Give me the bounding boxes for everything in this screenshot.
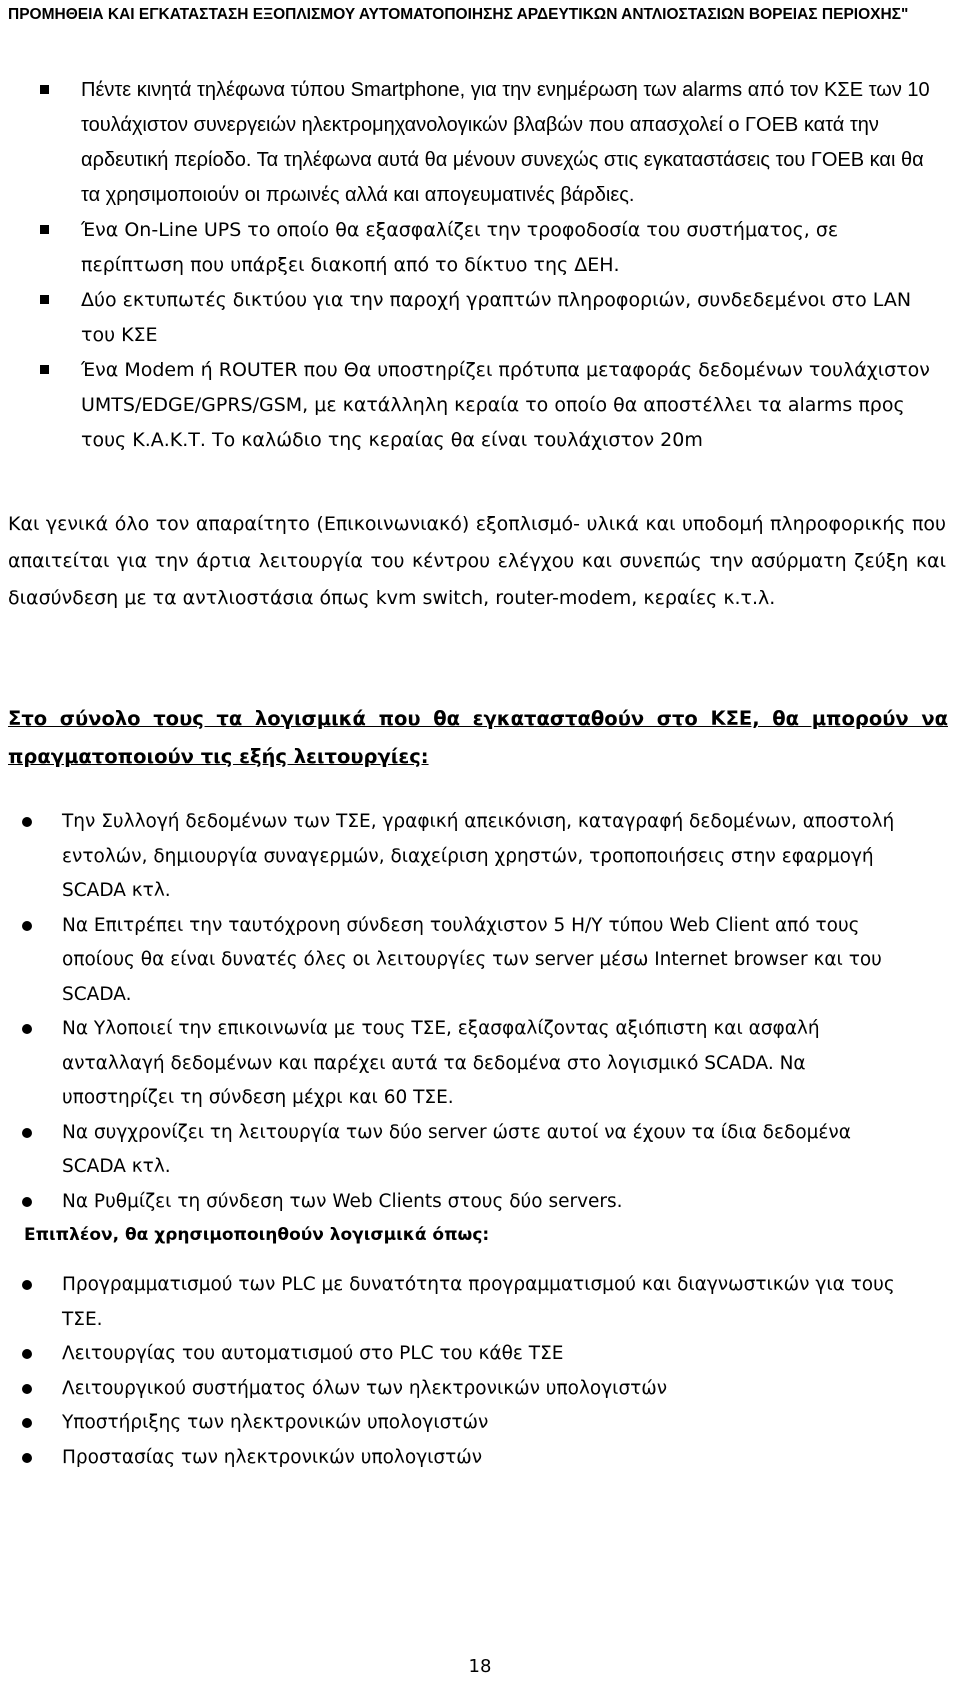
square-bullet-icon bbox=[40, 225, 49, 234]
software-function-text: Να συγχρονίζει τη λειτουργία των δύο server ώστε αυτοί να έχουν τα ίδια δεδομένα SCADA κτλ. bbox=[62, 1121, 851, 1177]
round-bullet-icon bbox=[22, 1418, 32, 1428]
round-bullet-icon bbox=[22, 1280, 32, 1290]
round-bullet-icon bbox=[22, 921, 32, 931]
additional-software-item bbox=[0, 1268, 960, 1337]
software-function-item bbox=[0, 805, 960, 909]
round-bullet-icon bbox=[22, 1024, 32, 1034]
additional-software-item bbox=[0, 1337, 960, 1372]
equipment-item-text: Δύο εκτυπωτές δικτύου για την παροχή γραπτών πληροφοριών, συνδεδεμένοι στο LAN του ΚΣΕ bbox=[81, 289, 912, 346]
round-bullet-icon bbox=[22, 1453, 32, 1463]
additional-software-heading: Επιπλέον, θα χρησιμοποιηθούν λογισμικά όπως: bbox=[24, 1225, 490, 1245]
equipment-list bbox=[0, 73, 960, 458]
square-bullet-icon bbox=[40, 85, 49, 94]
document-header: ΠΡΟΜΗΘΕΙΑ ΚΑΙ ΕΓΚΑΤΑΣΤΑΣΗ ΕΞΟΠΛΙΣΜΟΥ ΑΥΤΟΜΑΤΟΠΟΙΗΣΗΣ ΑΡΔΕΥΤΙΚΩΝ ΑΝΤΛΙΟΣΤΑΣΙΩΝ ΒΟΡΕΙΑΣ ΠΕΡΙΟΧΗΣ" bbox=[8, 6, 909, 23]
equipment-item-modem bbox=[0, 353, 960, 458]
software-function-text: Να Ρυθμίζει τη σύνδεση των Web Clients στους δύο servers. bbox=[62, 1190, 623, 1212]
software-function-item bbox=[0, 909, 960, 1013]
round-bullet-icon bbox=[22, 1349, 32, 1359]
equipment-item-text: Ένα Modem ή ROUTER που Θα υποστηρίζει πρότυπα μεταφοράς δεδομένων τουλάχιστον UMTS/EDGE/GPRS/GSM, με κατάλληλη κεραία το οποίο θα αποστέλλει τα alarms προς τους Κ.Α.Κ.Τ. Το καλώδιο της κεραίας θα είναι τουλάχιστον 20m bbox=[81, 359, 930, 451]
software-function-text: Να Επιτρέπει την ταυτόχρονη σύνδεση τουλάχιστον 5 Η/Υ τύπου Web Client από τους οποίους θα είναι δυνατές όλες οι λειτουργίες των server μέσω Internet browser και του SCADA. bbox=[62, 914, 882, 1005]
additional-software-text: Λειτουργίας του αυτοματισμού στο PLC του κάθε ΤΣΕ bbox=[62, 1343, 564, 1364]
round-bullet-icon bbox=[22, 1384, 32, 1394]
square-bullet-icon bbox=[40, 295, 49, 304]
equipment-item-text: Ένα On-Line UPS το οποίο θα εξασφαλίζει την τροφοδοσία του συστήματος, σε περίπτωση που υπάρξει διακοπή από το δίκτυο της ΔΕΗ. bbox=[81, 219, 839, 276]
software-function-item bbox=[0, 1012, 960, 1116]
equipment-item-ups bbox=[0, 213, 960, 283]
software-function-text: Να Υλοποιεί την επικοινωνία με τους ΤΣΕ, εξασφαλίζοντας αξιόπιστη και ασφαλή ανταλλαγή δεδομένων και παρέχει αυτά τα δεδομένα στο λογισμικό SCADA. Να υποστηρίζει τη σύνδεση μέχρι και 60 ΤΣΕ. bbox=[62, 1018, 820, 1108]
round-bullet-icon bbox=[22, 1128, 32, 1138]
software-functions-heading: Στο σύνολο τους τα λογισμικά που θα εγκατασταθούν στο ΚΣΕ, θα μπορούν να πραγματοποιούν τις εξής λειτουργίες: bbox=[8, 707, 948, 768]
additional-software-list bbox=[0, 1268, 960, 1475]
additional-software-text: Λειτουργικού συστήματος όλων των ηλεκτρονικών υπολογιστών bbox=[62, 1377, 668, 1399]
software-function-item bbox=[0, 1185, 960, 1220]
additional-software-text: Προστασίας των ηλεκτρονικών υπολογιστών bbox=[62, 1446, 483, 1468]
software-function-item bbox=[0, 1116, 960, 1185]
software-functions-list bbox=[0, 805, 960, 1219]
software-function-text: Την Συλλογή δεδομένων των ΤΣΕ, γραφική απεικόνιση, καταγραφή δεδομένων, αποστολή εντολών, δημιουργία συναγερμών, διαχείριση χρηστών, τροποποιήσεις στην εφαρμογή SCADA κτλ. bbox=[62, 811, 895, 901]
equipment-item-printers bbox=[0, 283, 960, 353]
additional-software-item bbox=[0, 1372, 960, 1407]
additional-software-text: Προγραμματισμού των PLC με δυνατότητα προγραμματισμού και διαγνωστικών για τους ΤΣΕ. bbox=[62, 1274, 895, 1330]
round-bullet-icon bbox=[22, 1197, 32, 1207]
square-bullet-icon bbox=[40, 365, 49, 374]
additional-software-item bbox=[0, 1406, 960, 1441]
additional-software-text: Υποστήριξης των ηλεκτρονικών υπολογιστών bbox=[62, 1412, 489, 1433]
equipment-item-text: Πέντε κινητά τηλέφωνα τύπου Smartphone, για την ενημέρωση των alarms από τον ΚΣΕ των 10 τουλάχιστον συνεργειών ηλεκτρομηχανολογικών βλαβών που απασχολεί ο ΓΟΕΒ κατά την αρδευτική περίοδο. Τα τηλέφωνα αυτά θα μένουν συνεχώς στις εγκαταστάσεις του ΓΟΕΒ και θα τα χρησιμοποιούν οι πρωινές αλλά και απογευματινές βάρδιες. bbox=[81, 79, 930, 206]
equipment-item-smartphones bbox=[0, 73, 960, 213]
general-equipment-paragraph: Και γενικά όλο τον απαραίτητο (Επικοινωνιακό) εξοπλισμό- υλικά και υποδομή πληροφορικής που απαιτείται για την άρτια λειτουργία του κέντρου ελέγχου και συνεπώς την ασύρματη ζεύξη και διασύνδεση με τα αντλιοστάσια όπως kvm switch, router-modem, κεραίες κ.τ.λ. bbox=[8, 513, 946, 609]
additional-software-item bbox=[0, 1441, 960, 1476]
round-bullet-icon bbox=[22, 817, 32, 827]
page-number: 18 bbox=[468, 1656, 492, 1677]
